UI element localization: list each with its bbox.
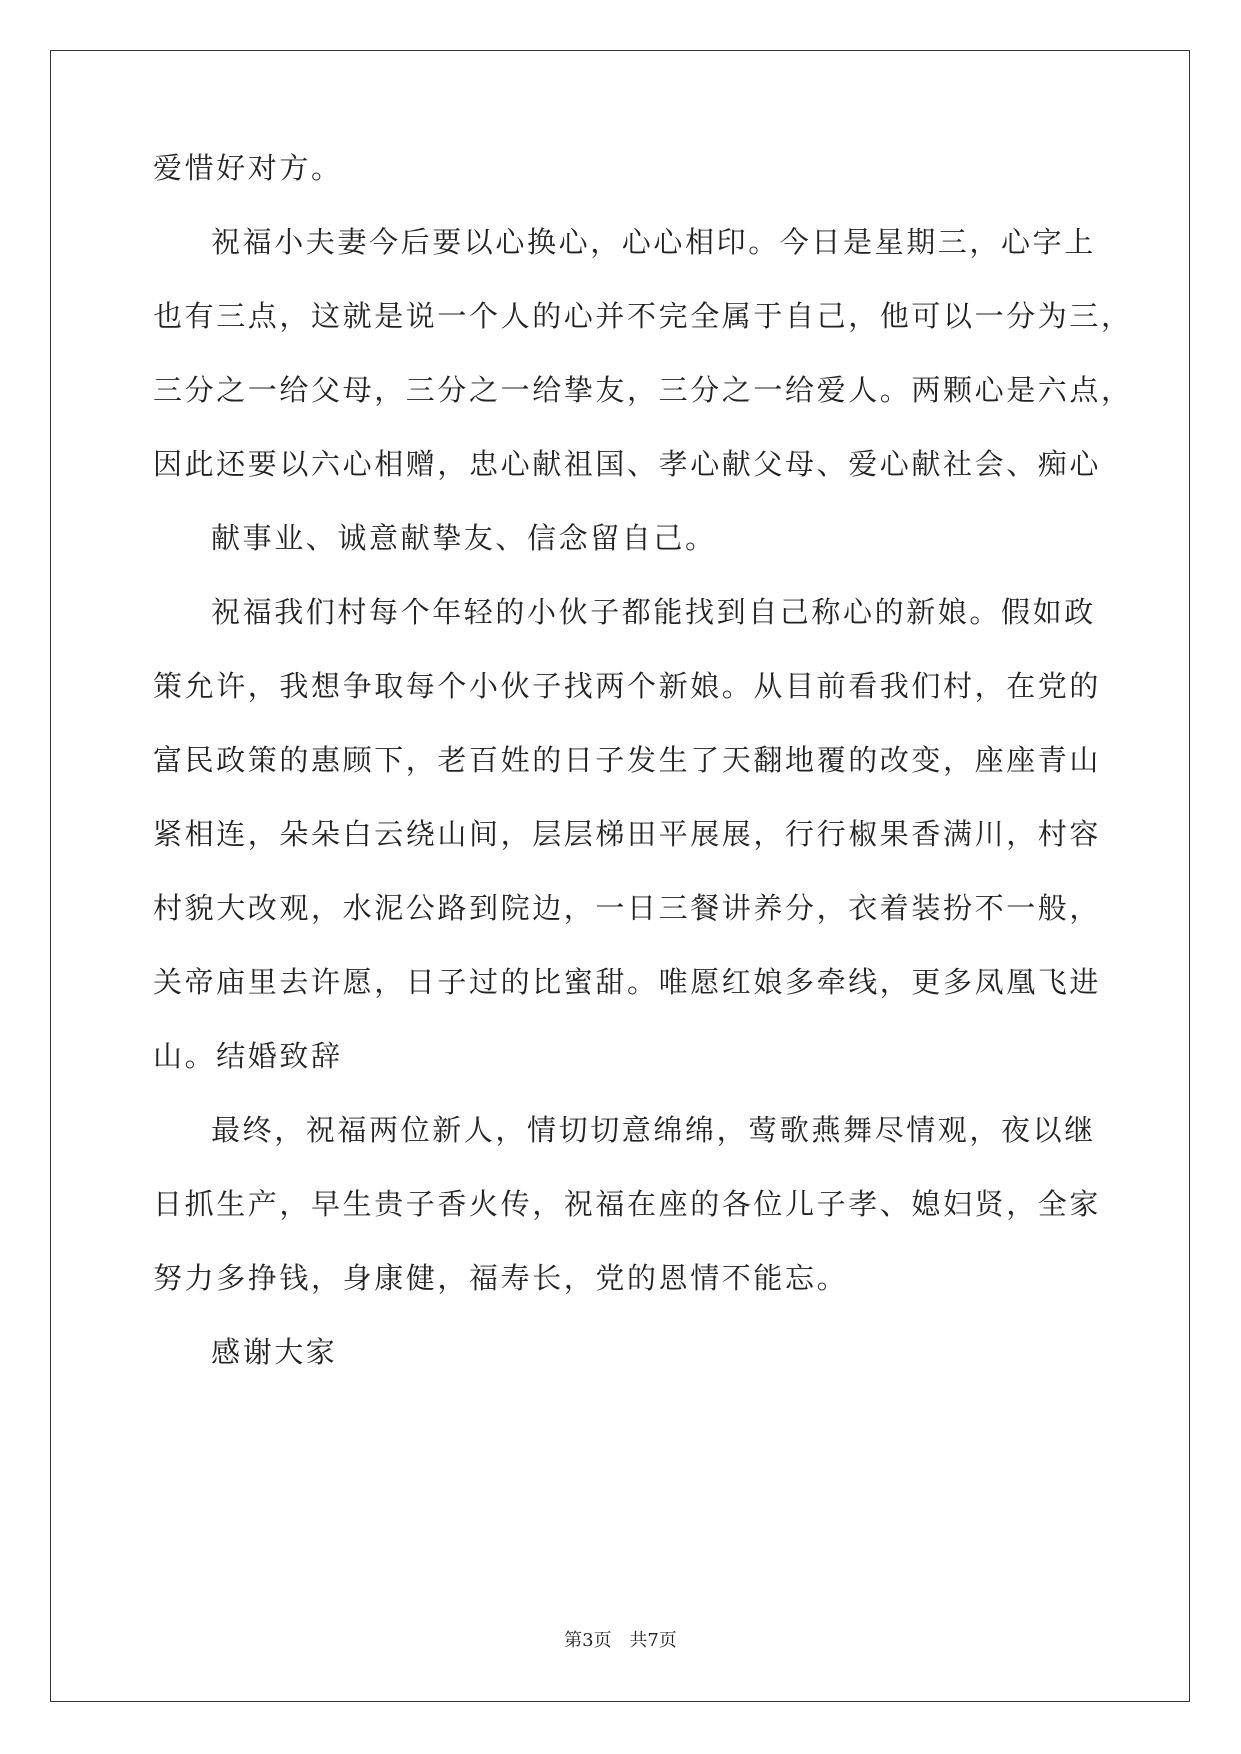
- text-line: 村貌大改观，水泥公路到院边，一日三餐讲养分，衣着装扮不一般，: [153, 891, 1102, 925]
- text-line: 爱惜好对方。: [153, 151, 343, 185]
- text-line: 最终，祝福两位新人，情切切意绵绵，莺歌燕舞尽情观，夜以继: [211, 1113, 1096, 1147]
- text-line: 山。结婚致辞: [153, 1039, 343, 1073]
- text-line: 三分之一给父母，三分之一给挚友，三分之一给爱人。两颗心是六点，: [153, 373, 1133, 407]
- text-line: 富民政策的惠顾下，老百姓的日子发生了天翻地覆的改变，座座青山: [153, 743, 1102, 777]
- text-line: 紧相连，朵朵白云绕山间，层层梯田平展展，行行椒果香满川，村容: [153, 817, 1102, 851]
- text-line: 祝福我们村每个年轻的小伙子都能找到自己称心的新娘。假如政: [211, 595, 1096, 629]
- text-line: 努力多挣钱，身康健，福寿长，党的恩情不能忘。: [153, 1261, 849, 1295]
- total-pages-label: 共7页: [629, 1630, 677, 1651]
- text-line: 感谢大家: [211, 1335, 338, 1369]
- text-line: 因此还要以六心相赠，忠心献祖国、孝心献父母、爱心献社会、痴心: [153, 447, 1102, 481]
- text-line: 祝福小夫妻今后要以心换心，心心相印。今日是星期三，心字上: [211, 225, 1096, 259]
- text-line: 关帝庙里去许愿，日子过的比蜜甜。唯愿红娘多牵线，更多凤凰飞进: [153, 965, 1102, 999]
- page-footer: [0, 1626, 1241, 1652]
- text-line: 也有三点，这就是说一个人的心并不完全属于自己，他可以一分为三，: [153, 299, 1133, 333]
- current-page-label: 第3页: [564, 1630, 612, 1651]
- text-line: 日抓生产，早生贵子香火传，祝福在座的各位儿子孝、媳妇贤，全家: [153, 1187, 1102, 1221]
- text-line: 献事业、诚意献挚友、信念留自己。: [211, 521, 717, 555]
- text-line: 策允许，我想争取每个小伙子找两个新娘。从目前看我们村，在党的: [153, 669, 1102, 703]
